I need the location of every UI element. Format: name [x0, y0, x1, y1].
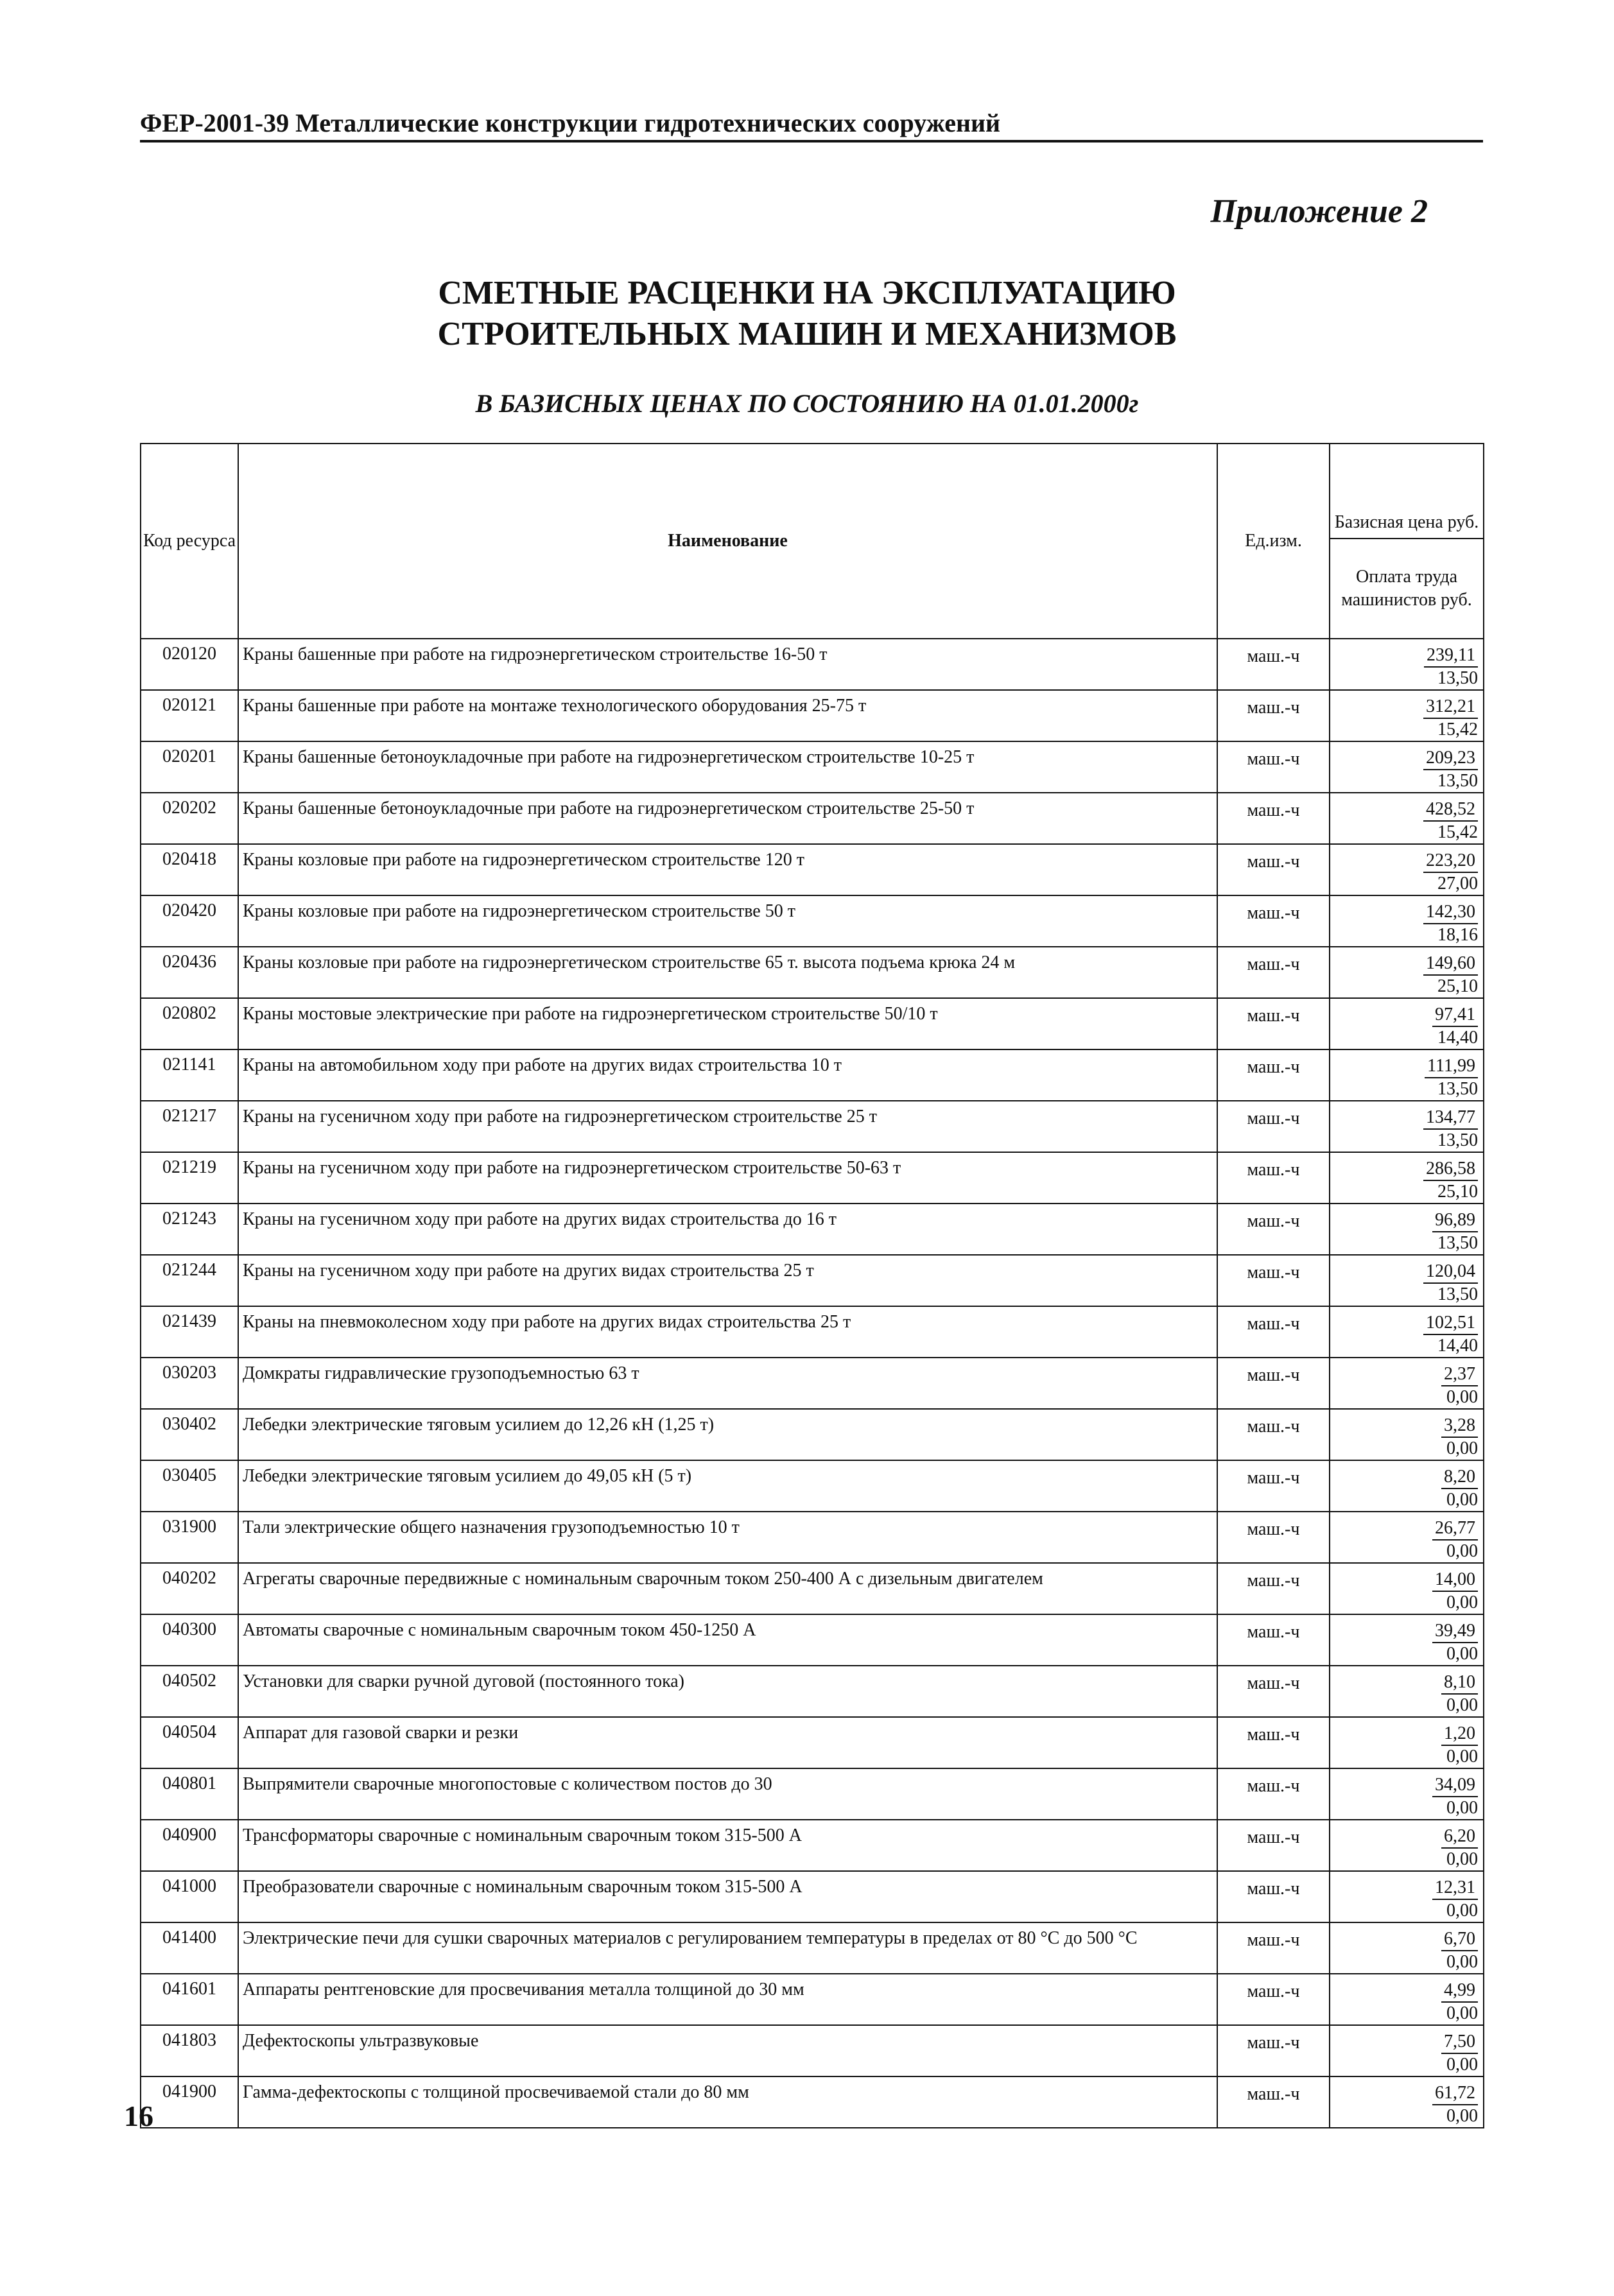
operator-wage: 0,00 — [1446, 1387, 1478, 1407]
operator-wage: 15,42 — [1437, 720, 1478, 739]
resource-name: Гамма-дефектоскопы с толщиной просвечиваемой стали до 80 мм — [238, 2076, 1217, 2128]
unit-of-measure: маш.-ч — [1217, 1820, 1330, 1871]
price-cell — [1330, 1306, 1484, 1358]
unit-of-measure: маш.-ч — [1217, 1204, 1330, 1255]
resource-name: Краны на автомобильном ходу при работе на других видах строительства 10 т — [238, 1049, 1217, 1101]
unit-of-measure: маш.-ч — [1217, 998, 1330, 1049]
table-row — [141, 1922, 1484, 1974]
resource-name: Выпрямители сварочные многопостовые с количеством постов до 30 — [238, 1768, 1217, 1820]
resource-name: Трансформаторы сварочные с номинальным сварочным током 315-500 А — [238, 1820, 1217, 1871]
base-price: 239,11 — [1424, 644, 1478, 668]
table-row — [141, 1306, 1484, 1358]
resource-name: Краны козловые при работе на гидроэнергетическом строительстве 65 т. высота подъема крюка 24 м — [238, 947, 1217, 998]
resource-code: 041000 — [141, 1871, 238, 1922]
resource-name: Лебедки электрические тяговым усилием до 12,26 кН (1,25 т) — [238, 1409, 1217, 1460]
resource-name: Дефектоскопы ультразвуковые — [238, 2025, 1217, 2076]
resource-code: 020121 — [141, 690, 238, 741]
table-row — [141, 1666, 1484, 1717]
price-cell — [1330, 1049, 1484, 1101]
resource-name: Преобразователи сварочные с номинальным сварочным током 315-500 А — [238, 1871, 1217, 1922]
price-cell — [1330, 998, 1484, 1049]
appendix-label: Приложение 2 — [1210, 193, 1428, 230]
base-price: 61,72 — [1432, 2082, 1478, 2105]
base-price: 7,50 — [1441, 2031, 1478, 2054]
unit-of-measure: маш.-ч — [1217, 2025, 1330, 2076]
base-price: 6,20 — [1441, 1826, 1478, 1849]
header-price-group — [1330, 444, 1484, 639]
operator-wage: 0,00 — [1446, 1593, 1478, 1612]
resource-code: 021217 — [141, 1101, 238, 1152]
resource-code: 030203 — [141, 1358, 238, 1409]
resource-code: 020120 — [141, 639, 238, 690]
price-cell — [1330, 690, 1484, 741]
table-row — [141, 1512, 1484, 1563]
operator-wage: 25,10 — [1437, 1182, 1478, 1202]
resource-code: 040900 — [141, 1820, 238, 1871]
operator-wage: 15,42 — [1437, 822, 1478, 842]
table-row — [141, 690, 1484, 741]
operator-wage: 0,00 — [1446, 1747, 1478, 1766]
base-price: 111,99 — [1425, 1055, 1478, 1078]
running-header: ФЕР-2001-39 Металлические конструкции гидротехнических сооружений — [140, 108, 1483, 142]
resource-name: Установки для сварки ручной дуговой (постоянного тока) — [238, 1666, 1217, 1717]
operator-wage: 13,50 — [1437, 1079, 1478, 1099]
table-row — [141, 1460, 1484, 1512]
price-cell — [1330, 1974, 1484, 2025]
base-price: 149,60 — [1423, 953, 1478, 976]
header-unit: Ед.изм. — [1217, 444, 1330, 639]
operator-wage: 0,00 — [1446, 1952, 1478, 1972]
resource-code: 020202 — [141, 793, 238, 844]
operator-wage: 25,10 — [1437, 976, 1478, 996]
unit-of-measure: маш.-ч — [1217, 1049, 1330, 1101]
base-price: 14,00 — [1432, 1569, 1478, 1592]
price-cell — [1330, 1768, 1484, 1820]
resource-name: Аппараты рентгеновские для просвечивания металла толщиной до 30 мм — [238, 1974, 1217, 2025]
table-row — [141, 895, 1484, 947]
resource-code: 021439 — [141, 1306, 238, 1358]
resource-code: 020436 — [141, 947, 238, 998]
base-price: 6,70 — [1441, 1928, 1478, 1951]
base-price: 3,28 — [1441, 1415, 1478, 1438]
operator-wage: 13,50 — [1437, 1284, 1478, 1304]
resource-name: Краны на гусеничном ходу при работе на других видах строительства до 16 т — [238, 1204, 1217, 1255]
resource-name: Краны башенные бетоноукладочные при работе на гидроэнергетическом строительстве 25-50 т — [238, 793, 1217, 844]
unit-of-measure: маш.-ч — [1217, 1255, 1330, 1306]
resource-name: Краны на гусеничном ходу при работе на гидроэнергетическом строительстве 50-63 т — [238, 1152, 1217, 1204]
base-price: 26,77 — [1432, 1517, 1478, 1541]
resource-name: Краны на гусеничном ходу при работе на других видах строительства 25 т — [238, 1255, 1217, 1306]
price-cell — [1330, 639, 1484, 690]
table-header-row — [141, 444, 1484, 639]
resource-name: Краны башенные бетоноукладочные при работе на гидроэнергетическом строительстве 10-25 т — [238, 741, 1217, 793]
operator-wage: 13,50 — [1437, 668, 1478, 688]
unit-of-measure: маш.-ч — [1217, 1409, 1330, 1460]
unit-of-measure: маш.-ч — [1217, 1614, 1330, 1666]
price-cell — [1330, 2025, 1484, 2076]
price-cell — [1330, 895, 1484, 947]
resource-name: Краны на гусеничном ходу при работе на гидроэнергетическом строительстве 25 т — [238, 1101, 1217, 1152]
table-row — [141, 2025, 1484, 2076]
resource-code: 030405 — [141, 1460, 238, 1512]
title-line-1: СМЕТНЫЕ РАСЦЕНКИ НА ЭКСПЛУАТАЦИЮ — [438, 275, 1176, 311]
resource-name: Краны козловые при работе на гидроэнергетическом строительстве 50 т — [238, 895, 1217, 947]
price-cell — [1330, 1255, 1484, 1306]
resource-code: 041400 — [141, 1922, 238, 1974]
resource-code: 040801 — [141, 1768, 238, 1820]
price-cell — [1330, 1922, 1484, 1974]
operator-wage: 27,00 — [1437, 874, 1478, 893]
operator-wage: 0,00 — [1446, 2003, 1478, 2023]
table-row — [141, 741, 1484, 793]
header-name: Наименование — [238, 444, 1217, 639]
unit-of-measure: маш.-ч — [1217, 1768, 1330, 1820]
base-price: 1,20 — [1441, 1723, 1478, 1746]
table-row — [141, 2076, 1484, 2128]
header-code: Код ресурса — [141, 444, 238, 639]
unit-of-measure: маш.-ч — [1217, 1101, 1330, 1152]
base-price: 209,23 — [1423, 747, 1478, 770]
base-price: 223,20 — [1423, 850, 1478, 873]
resource-code: 021141 — [141, 1049, 238, 1101]
resource-name: Электрические печи для сушки сварочных материалов с регулированием температуры в пределах от 80 °С до 500 °С — [238, 1922, 1217, 1974]
price-cell — [1330, 947, 1484, 998]
resource-name: Лебедки электрические тяговым усилием до 49,05 кН (5 т) — [238, 1460, 1217, 1512]
page-number: 16 — [124, 2100, 153, 2132]
operator-wage: 14,40 — [1437, 1336, 1478, 1356]
price-cell — [1330, 1460, 1484, 1512]
operator-wage: 0,00 — [1446, 1490, 1478, 1510]
resource-name: Домкраты гидравлические грузоподъемностью 63 т — [238, 1358, 1217, 1409]
resource-name: Краны на пневмоколесном ходу при работе на других видах строительства 25 т — [238, 1306, 1217, 1358]
unit-of-measure: маш.-ч — [1217, 1717, 1330, 1768]
table-row — [141, 1409, 1484, 1460]
resource-name: Краны башенные при работе на гидроэнергетическом строительстве 16-50 т — [238, 639, 1217, 690]
resource-code: 031900 — [141, 1512, 238, 1563]
unit-of-measure: маш.-ч — [1217, 639, 1330, 690]
resource-name: Краны башенные при работе на монтаже технологического оборудования 25-75 т — [238, 690, 1217, 741]
base-price: 39,49 — [1432, 1620, 1478, 1643]
base-price: 102,51 — [1423, 1312, 1478, 1335]
base-price: 2,37 — [1441, 1363, 1478, 1386]
resource-name: Краны мостовые электрические при работе на гидроэнергетическом строительстве 50/10 т — [238, 998, 1217, 1049]
table-row — [141, 947, 1484, 998]
price-cell — [1330, 1204, 1484, 1255]
unit-of-measure: маш.-ч — [1217, 1974, 1330, 2025]
operator-wage: 13,50 — [1437, 771, 1478, 791]
unit-of-measure: маш.-ч — [1217, 741, 1330, 793]
unit-of-measure: маш.-ч — [1217, 1512, 1330, 1563]
operator-wage: 0,00 — [1446, 1438, 1478, 1458]
table-row — [141, 1871, 1484, 1922]
table-row — [141, 998, 1484, 1049]
base-price: 428,52 — [1423, 798, 1478, 822]
table-row — [141, 1255, 1484, 1306]
resource-name: Агрегаты сварочные передвижные с номинальным сварочным током 250-400 А с дизельным двигателем — [238, 1563, 1217, 1614]
price-cell — [1330, 1717, 1484, 1768]
table-row — [141, 1717, 1484, 1768]
table-row — [141, 1820, 1484, 1871]
resource-code: 040502 — [141, 1666, 238, 1717]
unit-of-measure: маш.-ч — [1217, 793, 1330, 844]
unit-of-measure: маш.-ч — [1217, 1922, 1330, 1974]
base-price: 97,41 — [1432, 1004, 1478, 1027]
price-cell — [1330, 1409, 1484, 1460]
resource-code: 040504 — [141, 1717, 238, 1768]
resource-code: 021219 — [141, 1152, 238, 1204]
operator-wage: 0,00 — [1446, 2055, 1478, 2075]
operator-wage: 0,00 — [1446, 2106, 1478, 2126]
price-cell — [1330, 1358, 1484, 1409]
resource-code: 030402 — [141, 1409, 238, 1460]
resource-code: 040202 — [141, 1563, 238, 1614]
resource-code: 040300 — [141, 1614, 238, 1666]
resource-code: 041601 — [141, 1974, 238, 2025]
document-title — [0, 273, 1614, 355]
operator-wage: 0,00 — [1446, 1798, 1478, 1818]
base-price: 8,10 — [1441, 1671, 1478, 1695]
operator-wage: 0,00 — [1446, 1541, 1478, 1561]
header-price: Базисная цена руб. — [1330, 444, 1483, 539]
price-cell — [1330, 2076, 1484, 2128]
price-cell — [1330, 1666, 1484, 1717]
title-line-2: СТРОИТЕЛЬНЫХ МАШИН И МЕХАНИЗМОВ — [437, 316, 1177, 352]
price-cell — [1330, 1871, 1484, 1922]
base-price: 12,31 — [1432, 1877, 1478, 1900]
resource-code: 020418 — [141, 844, 238, 895]
unit-of-measure: маш.-ч — [1217, 2076, 1330, 2128]
resource-code: 021244 — [141, 1255, 238, 1306]
operator-wage: 13,50 — [1437, 1130, 1478, 1150]
resource-code: 020802 — [141, 998, 238, 1049]
resource-name: Аппарат для газовой сварки и резки — [238, 1717, 1217, 1768]
price-cell — [1330, 1614, 1484, 1666]
price-cell — [1330, 1152, 1484, 1204]
table-row — [141, 1204, 1484, 1255]
operator-wage: 0,00 — [1446, 1901, 1478, 1921]
operator-wage: 0,00 — [1446, 1849, 1478, 1869]
base-price: 286,58 — [1423, 1158, 1478, 1181]
table-row — [141, 793, 1484, 844]
unit-of-measure: маш.-ч — [1217, 690, 1330, 741]
operator-wage: 18,16 — [1437, 925, 1478, 945]
unit-of-measure: маш.-ч — [1217, 1460, 1330, 1512]
price-cell — [1330, 1820, 1484, 1871]
resource-name: Краны козловые при работе на гидроэнергетическом строительстве 120 т — [238, 844, 1217, 895]
base-price: 8,20 — [1441, 1466, 1478, 1489]
base-price: 120,04 — [1423, 1261, 1478, 1284]
resource-name: Автоматы сварочные с номинальным сварочным током 450-1250 А — [238, 1614, 1217, 1666]
unit-of-measure: маш.-ч — [1217, 1152, 1330, 1204]
base-price: 142,30 — [1423, 901, 1478, 924]
base-price: 312,21 — [1423, 696, 1478, 719]
operator-wage: 0,00 — [1446, 1695, 1478, 1715]
table-row — [141, 844, 1484, 895]
table-row — [141, 1974, 1484, 2025]
table-row — [141, 1614, 1484, 1666]
resource-code: 020420 — [141, 895, 238, 947]
table-body — [141, 639, 1484, 2128]
unit-of-measure: маш.-ч — [1217, 1871, 1330, 1922]
table-row — [141, 1768, 1484, 1820]
operator-wage: 13,50 — [1437, 1233, 1478, 1253]
unit-of-measure: маш.-ч — [1217, 1666, 1330, 1717]
unit-of-measure: маш.-ч — [1217, 1563, 1330, 1614]
table-row — [141, 639, 1484, 690]
table-row — [141, 1049, 1484, 1101]
price-cell — [1330, 1512, 1484, 1563]
table-row — [141, 1358, 1484, 1409]
unit-of-measure: маш.-ч — [1217, 1306, 1330, 1358]
resource-code: 021243 — [141, 1204, 238, 1255]
base-price: 134,77 — [1423, 1107, 1478, 1130]
unit-of-measure: маш.-ч — [1217, 1358, 1330, 1409]
table-row — [141, 1563, 1484, 1614]
resource-code: 041900 — [141, 2076, 238, 2128]
price-cell — [1330, 1563, 1484, 1614]
table-row — [141, 1101, 1484, 1152]
price-cell — [1330, 793, 1484, 844]
resource-code: 020201 — [141, 741, 238, 793]
price-cell — [1330, 1101, 1484, 1152]
base-price: 4,99 — [1441, 1980, 1478, 2003]
rates-table-wrapper — [140, 443, 1483, 2128]
rates-table — [140, 443, 1484, 2128]
resource-code: 041803 — [141, 2025, 238, 2076]
header-wage: Оплата труда машинистов руб. — [1341, 567, 1472, 610]
price-cell — [1330, 741, 1484, 793]
unit-of-measure: маш.-ч — [1217, 844, 1330, 895]
unit-of-measure: маш.-ч — [1217, 895, 1330, 947]
base-price: 34,09 — [1432, 1774, 1478, 1797]
operator-wage: 14,40 — [1437, 1028, 1478, 1048]
base-price: 96,89 — [1432, 1209, 1478, 1232]
price-cell — [1330, 844, 1484, 895]
table-row — [141, 1152, 1484, 1204]
resource-name: Тали электрические общего назначения грузоподъемностью 10 т — [238, 1512, 1217, 1563]
unit-of-measure: маш.-ч — [1217, 947, 1330, 998]
document-subtitle: В БАЗИСНЫХ ЦЕНАХ ПО СОСТОЯНИЮ НА 01.01.2000г — [475, 389, 1139, 418]
operator-wage: 0,00 — [1446, 1644, 1478, 1664]
